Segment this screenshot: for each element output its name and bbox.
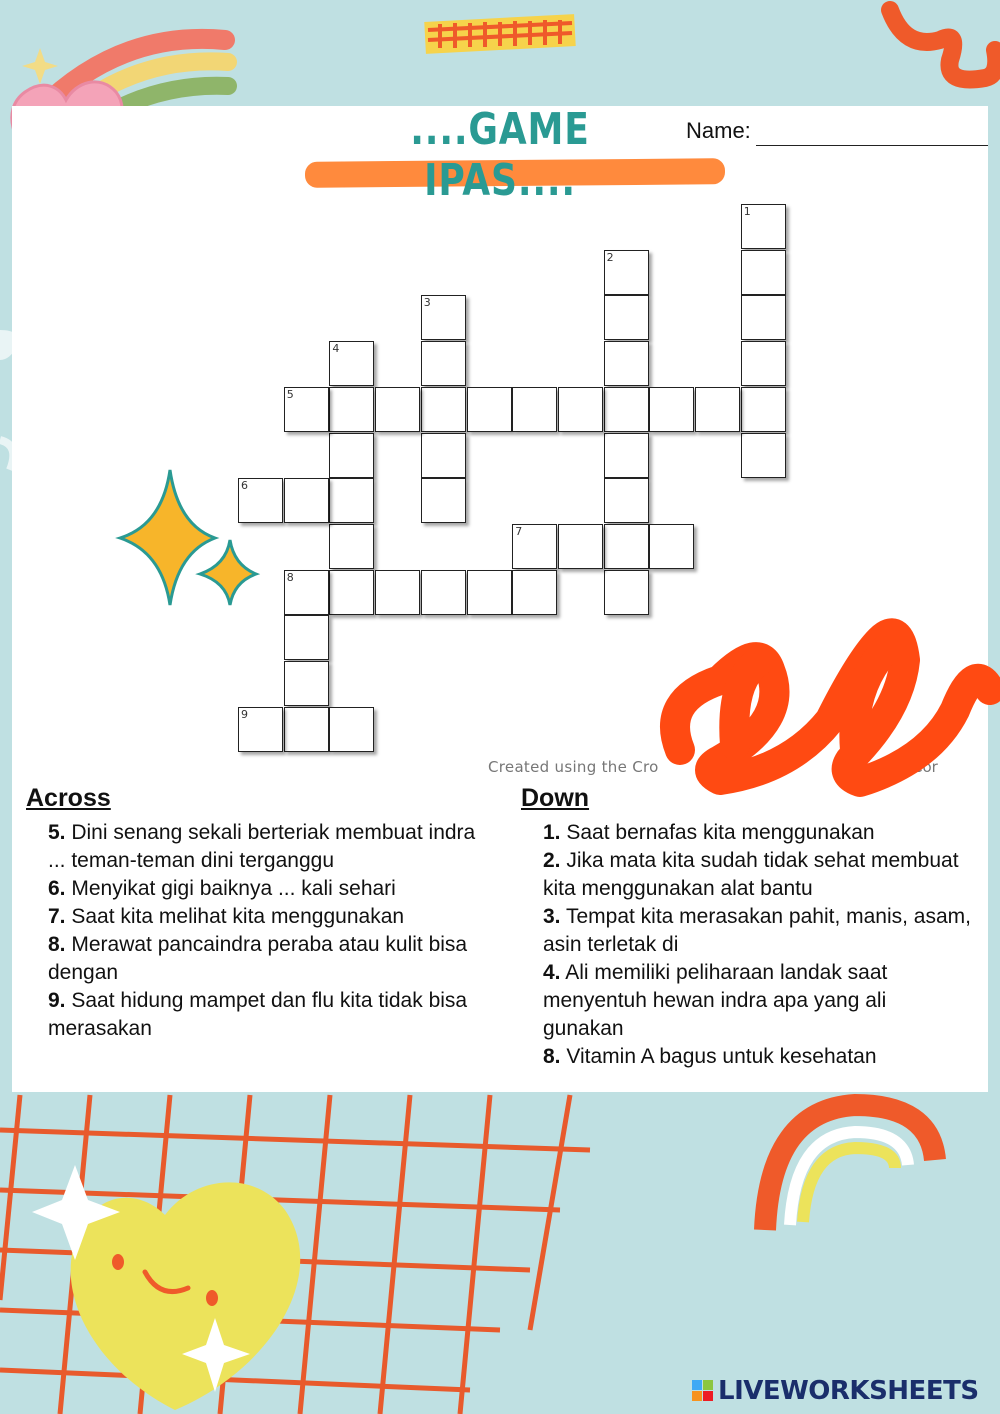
crossword-cell[interactable] — [329, 524, 374, 569]
crossword-cell[interactable] — [284, 661, 329, 706]
logo-mark-icon — [692, 1380, 714, 1402]
down-clue-3: 3. Tempat kita merasakan pahit, manis, asam, asin terletak di — [543, 905, 971, 956]
logo-text: LIVEWORKSHEETS — [718, 1376, 979, 1406]
crossword-cell[interactable] — [421, 478, 466, 523]
down-clues — [521, 784, 971, 1071]
crossword-cell[interactable] — [741, 433, 786, 478]
crossword-cell[interactable] — [512, 524, 557, 569]
crossword-cell[interactable] — [375, 387, 420, 432]
credit-text: Created using the Cro — [488, 758, 659, 776]
down-heading: Down — [521, 784, 590, 812]
crossword-cell[interactable] — [604, 478, 649, 523]
crossword-cell[interactable] — [238, 707, 283, 752]
across-clues — [26, 784, 486, 1043]
crossword-cell[interactable] — [375, 570, 420, 615]
crossword-cell[interactable] — [741, 204, 786, 249]
crossword-cell[interactable] — [741, 250, 786, 295]
crossword-cell[interactable] — [604, 524, 649, 569]
down-clue-8: 8. Vitamin A bagus untuk kesehatan — [543, 1045, 877, 1068]
across-clue-6: 6. Menyikat gigi baiknya ... kali sehari — [48, 877, 396, 900]
crossword-cell[interactable] — [421, 387, 466, 432]
crossword-cell[interactable] — [604, 250, 649, 295]
crossword-cell[interactable] — [741, 295, 786, 340]
clue-number: 7 — [515, 524, 523, 538]
clue-number: 9 — [241, 707, 248, 721]
crossword-cell[interactable] — [329, 387, 374, 432]
crossword-cell[interactable] — [421, 341, 466, 386]
crossword-cell[interactable] — [284, 570, 329, 615]
crossword-cell[interactable] — [649, 387, 694, 432]
down-clue-2: 2. Jika mata kita sudah tidak sehat membuat kita menggunakan alat bantu — [543, 849, 959, 900]
crossword-cell[interactable] — [329, 707, 374, 752]
across-heading: Across — [26, 784, 111, 812]
clue-number: 3 — [423, 296, 431, 310]
crossword-cell[interactable] — [558, 387, 603, 432]
crossword-cell[interactable] — [421, 570, 466, 615]
crossword-cell[interactable] — [558, 524, 603, 569]
name-label: Name: — [686, 118, 751, 143]
clue-number: 1 — [743, 205, 751, 218]
crossword-cell[interactable] — [329, 570, 374, 615]
crossword-cell[interactable] — [604, 387, 649, 432]
crossword-cell[interactable] — [329, 341, 374, 386]
crossword-cell[interactable] — [741, 387, 786, 432]
down-clue-4: 4. Ali memiliki peliharaan landak saat menyentuh hewan indra apa yang ali gunakan — [543, 961, 888, 1040]
crossword-cell[interactable] — [284, 387, 329, 432]
across-clue-5: 5. Dini senang sekali berteriak membuat indra ... teman-teman dini terganggu — [48, 821, 476, 872]
crossword-cell[interactable] — [604, 570, 649, 615]
crossword-cell[interactable] — [284, 707, 329, 752]
liveworksheets-logo — [692, 1374, 979, 1408]
crossword-cell[interactable] — [604, 341, 649, 386]
down-clue-1: 1. Saat bernafas kita menggunakan — [543, 821, 875, 844]
crossword-cell[interactable] — [238, 478, 283, 523]
clue-number: 2 — [606, 250, 614, 264]
across-clue-8: 8. Merawat pancaindra peraba atau kulit bisa dengan — [48, 933, 468, 984]
crossword-cell[interactable] — [741, 341, 786, 386]
across-clue-9: 9. Saat hidung mampet dan flu kita tidak bisa merasakan — [48, 989, 468, 1040]
clue-number: 6 — [241, 479, 248, 493]
crossword-cell[interactable] — [604, 433, 649, 478]
crossword-cell[interactable] — [421, 295, 466, 340]
crossword-cell[interactable] — [329, 478, 374, 523]
crossword-cell[interactable] — [512, 570, 557, 615]
crossword-cell[interactable] — [695, 387, 740, 432]
crossword-cell[interactable] — [649, 524, 694, 569]
crossword-cell[interactable] — [284, 615, 329, 660]
crossword-cell[interactable] — [467, 570, 512, 615]
crossword-cell[interactable] — [329, 433, 374, 478]
crossword-cell[interactable] — [284, 478, 329, 523]
crossword-cell[interactable] — [604, 295, 649, 340]
clue-number: 8 — [286, 570, 294, 584]
crossword-cell[interactable] — [467, 387, 512, 432]
clue-number: 5 — [286, 387, 294, 401]
clue-number: 4 — [332, 342, 340, 356]
credit-text-end: rsCor — [898, 758, 938, 776]
crossword-cell[interactable] — [421, 433, 466, 478]
across-clue-7: 7. Saat kita melihat kita menggunakan — [48, 905, 405, 928]
crossword-cell[interactable] — [512, 387, 557, 432]
page-title: ....GAME IPAS.... — [410, 104, 590, 206]
